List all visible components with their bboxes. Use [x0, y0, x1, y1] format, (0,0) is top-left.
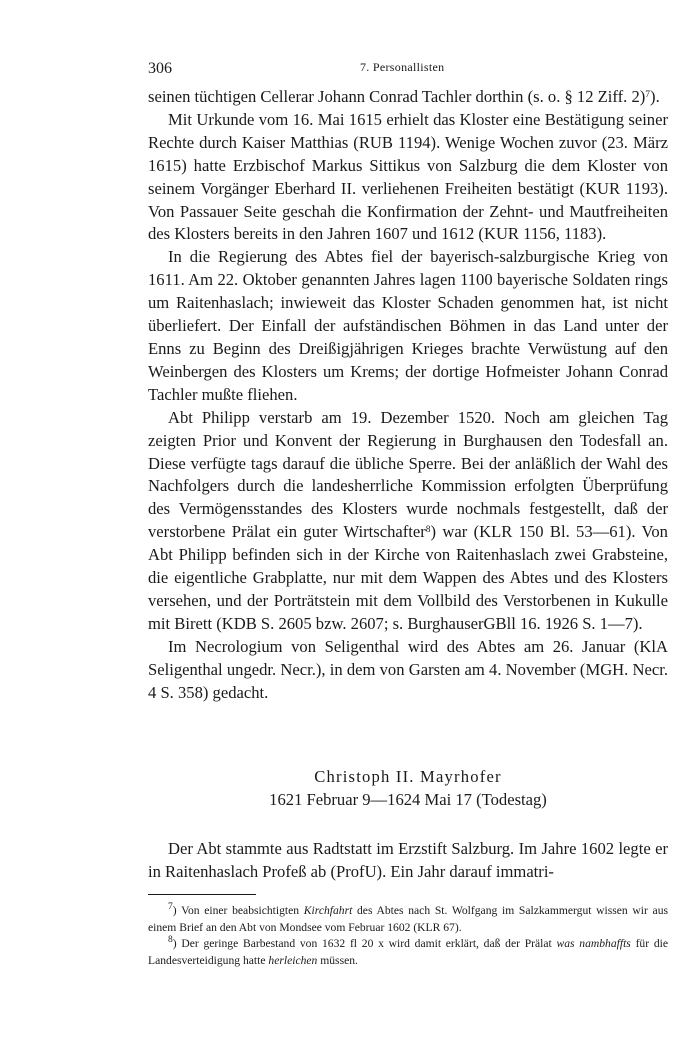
footnotes — [148, 903, 668, 969]
book-page — [148, 60, 668, 969]
paragraph-death: Abt Philipp verstarb am 19. Dezember 1520. Noch am gleichen Tag zeigten Prior und Konvent der Regierung in Burghausen den Todesfall an. Diese verfügte tags darauf die übliche Sperre. Bei der anläßlich der Wahl des Nachfolgers durch die landesherrliche Kommission erfolgten Überprüfung des Vermögensstandes des Klosters wurde nochmals festgestellt, daß der verstorbene Prälat ein guter Wirtschafter$^8$) war (KLR 150 Bl. 53—61). Von Abt Philipp befinden sich in der Kirche von Raitenhaslach zwei Grabsteine, die eigentliche Grabplatte, nur mit dem Wappen des Abtes und des Klosters versehen, und der Porträtstein mit dem Vollbild des Verstorbenen in Kukulle mit Birett (KDB S. 2605 bzw. 2607; s. BurghauserGBll 16. 1926 S. 1—7). — [148, 407, 668, 633]
footnote-8: $^8$) Der geringe Barbestand von 1632 fl 20 x wird damit erklärt, daß der Prälat was nambhaffts für die Landesverteidigung hatte herleichen müssen. — [148, 935, 668, 967]
footnote-7: $^7$) Von einer beabsichtigten Kirchfahrt des Abtes nach St. Wolfgang im Salzkammergut wissen wir aus einem Brief an den Abt von Mondsee vom Februar 1602 (KLR 67). — [148, 902, 669, 934]
paragraph-origin: Der Abt stammte aus Radtstatt im Erzstift Salzburg. Im Jahre 1602 legte er in Raitenhaslach Profeß ab (ProfU). Ein Jahr darauf immatri- — [148, 839, 668, 882]
page-number: 306 — [148, 60, 172, 77]
paragraph-necrology: Im Necrologium von Seligenthal wird des Abtes am 26. Januar (KlA Seligenthal ungedr. Necr.), in dem von Garsten am 4. November (MGH. Necr. 4 S. 358) gedacht. — [148, 636, 668, 702]
main-text — [148, 86, 668, 704]
footnote-ref-7: 7 — [645, 90, 651, 100]
section-dates: 1621 Februar 9—1624 Mai 17 (Todestag) — [269, 790, 547, 810]
footnote-ref-8: 8 — [425, 525, 431, 536]
running-title: 7. Personallisten — [360, 60, 445, 74]
page-header — [148, 60, 668, 86]
section-title: Christoph II. Mayrhofer — [314, 767, 502, 787]
section-text — [148, 838, 668, 884]
paragraph-war: In die Regierung des Abtes fiel der bayerisch-salzburgische Krieg von 1611. Am 22. Oktober genannten Jahres lagen 1100 bayerische Soldaten rings um Raitenhaslach; inwieweit das Kloster Schaden genommen hat, ist nicht überliefert. Der Einfall der aufständischen Böhmen in das Land unter der Enns zu Beginn des Dreißigjährigen Krieges brachte Verwüstung auf den Weinbergen des Klosters um Krems; der dortige Hofmeister Johann Conrad Tachler mußte fliehen. — [148, 247, 668, 404]
footnote-rule — [148, 894, 256, 895]
paragraph-continuation: seinen tüchtigen Cellerar Johann Conrad Tachler dorthin (s. o. § 12 Ziff. 2)$^7$). — [148, 87, 660, 106]
paragraph-confirmation: Mit Urkunde vom 16. Mai 1615 erhielt das Kloster eine Bestätigung seiner Rechte durch Kaiser Matthias (RUB 1194). Wenige Wochen zuvor (23. März 1615) hatte Erzbischof Markus Sittikus von Salzburg die dem Kloster von seinem Vorgänger Eberhard II. verliehenen Freiheiten bestätigt (KUR 1193). Von Passauer Seite geschah die Konfirmation der Zehnt- und Mautfreiheiten des Klosters bereits in den Jahren 1607 und 1612 (KUR 1156, 1183). — [148, 109, 668, 244]
